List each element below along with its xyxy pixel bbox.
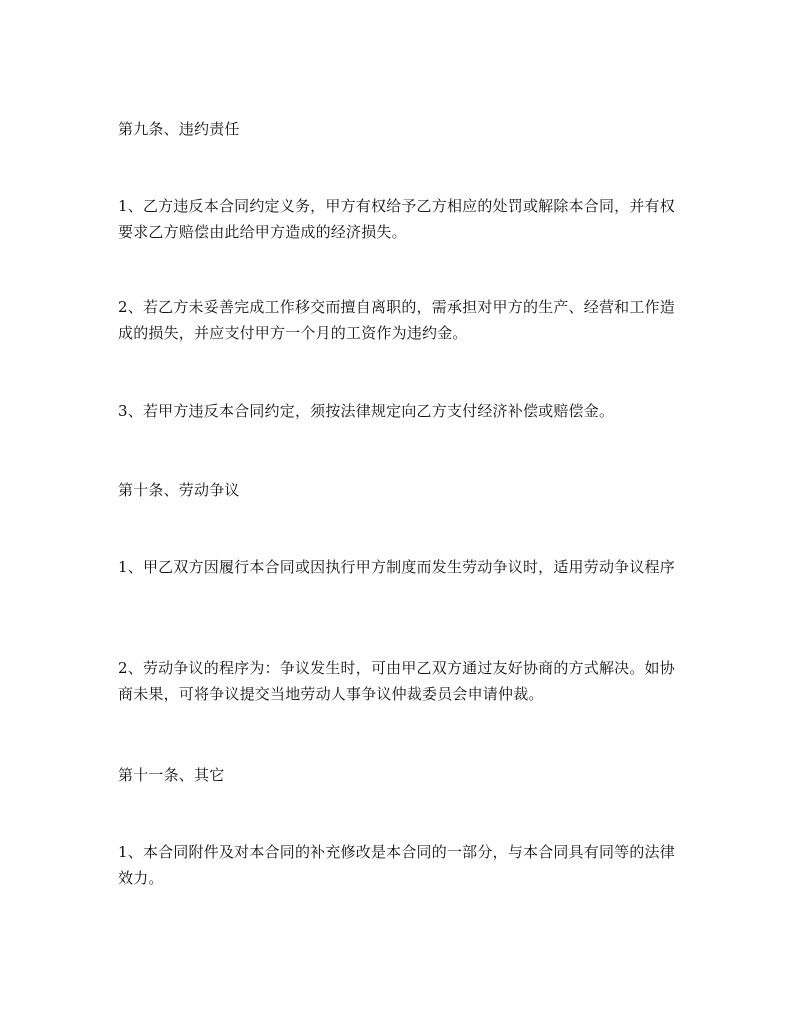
paragraph-breach-1: 1、乙方违反本合同约定义务，甲方有权给予乙方相应的处罚或解除本合同，并有权要求乙方赔偿由此给甲方造成的经济损失。 (118, 197, 675, 241)
paragraph-breach-3: 3、若甲方违反本合同约定，须按法律规定向乙方支付经济补偿或赔偿金。 (118, 402, 615, 420)
section-heading-other: 第十一条、其它 (118, 766, 225, 784)
paragraph-other-1: 1、本合同附件及对本合同的补充修改是本合同的一部分，与本合同具有同等的法律效力。 (118, 843, 675, 887)
section-heading-labor-dispute: 第十条、劳动争议 (118, 481, 240, 499)
paragraph-breach-2: 2、若乙方未妥善完成工作移交而擅自离职的，需承担对甲方的生产、经营和工作造成的损失，并应支付甲方一个月的工资作为违约金。 (118, 298, 675, 342)
section-heading-breach-liability: 第九条、违约责任 (118, 120, 240, 138)
paragraph-dispute-1: 1、甲乙双方因履行本合同或因执行甲方制度而发生劳动争议时，适用劳动争议程序 (118, 558, 675, 576)
paragraph-dispute-2: 2、劳动争议的程序为：争议发生时，可由甲乙双方通过友好协商的方式解决。如协商未果，可将争议提交当地劳动人事争议仲裁委员会申请仲裁。 (118, 659, 675, 703)
